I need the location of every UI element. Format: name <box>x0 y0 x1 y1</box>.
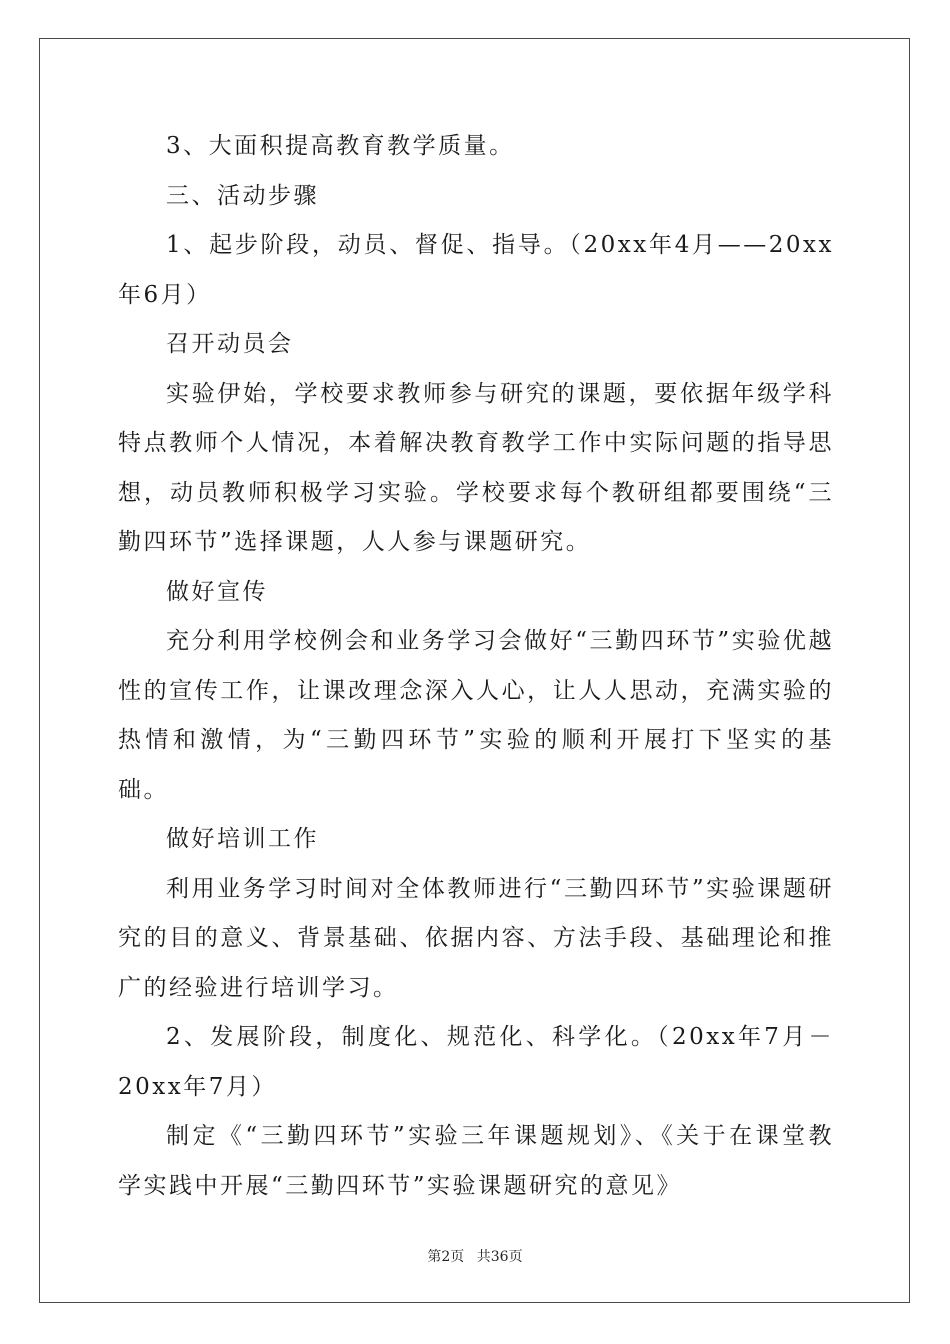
paragraph-training: 利用业务学习时间对全体教师进行“三勤四环节”实验课题研究的目的意义、背景基础、依据内容、方法手段、基础理论和推广的经验进行培训学习。 <box>118 875 834 1001</box>
subheading-training: 做好培训工作 <box>166 826 319 852</box>
subheading-publicity: 做好宣传 <box>166 578 268 605</box>
paragraph-planning: 制定《“三勤四环节”实验三年课题规划》、《关于在课堂教学实践中开展“三勤四环节”实验课题研究的意见》 <box>118 1123 834 1199</box>
paragraph-goal-3: 3、大面积提高教育教学质量。 <box>166 133 515 159</box>
paragraph-publicity: 充分利用学校例会和业务学习会做好“三勤四环节”实验优越性的宣传工作，让课改理念深入人心，让人人思动，充满实验的热情和激情，为“三勤四环节”实验的顺利开展打下坚实的基础。 <box>118 628 834 803</box>
paragraph-stage-2: 2、发展阶段，制度化、规范化、科学化。（20xx年7月－20xx年7月） <box>118 1024 834 1100</box>
document-body <box>118 122 834 1211</box>
total-pages: 共36页 <box>476 1249 523 1265</box>
subheading-mobilization: 召开动员会 <box>166 331 294 357</box>
paragraph-mobilization: 实验伊始，学校要求教师参与研究的课题，要依据年级学科特点教师个人情况，本着解决教育教学工作中实际问题的指导思想，动员教师积极学习实验。学校要求每个教研组都要围绕“三勤四环节”选择课题，人人参与课题研究。 <box>118 380 834 555</box>
paragraph-stage-1: 1、起步阶段，动员、督促、指导。（20xx年4月——20xx年6月） <box>118 232 834 308</box>
page-number: 第2页 <box>427 1249 465 1265</box>
page-footer <box>0 1246 950 1266</box>
section-heading-steps: 三、活动步骤 <box>166 182 319 209</box>
